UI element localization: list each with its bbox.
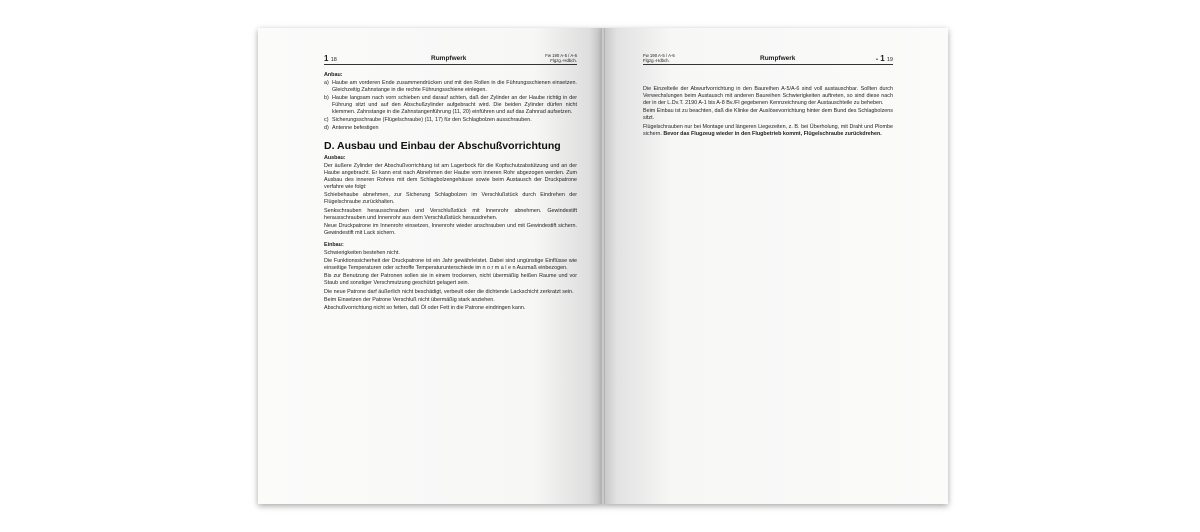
paragraph: Senkschrauben herausschrauben und Verschlußstück mit Innenrohr abnehmen. Gewindestift herausschrauben und Innenrohr aus dem Verschlußstück herausdrehen. xyxy=(324,207,577,221)
paragraph: Der äußere Zylinder der Abschußvorrichtung ist am Lagerbock für die Kopfschutzabstützung und an der Haube angebracht. Er kann erst nach Abnehmen der Haube vom inneren Rohr abgezogen werden. Zum Ausbau des inneren Rohres mit dem Schlagbolzengehäuse sowie beim Austausch der Druckpatrone verfahre wie folgt: xyxy=(324,163,577,190)
list-item: a) Haube am vorderen Ende zusammendrücken und mit den Rollen in die Führungsschienen einsetzen. Gleichzeitig Zahnstange in die rechte Führungsschiene einlegen. xyxy=(324,79,577,93)
section-d-title: D. Ausbau und Einbau der Abschußvorrichtung xyxy=(324,140,561,153)
list-item: c) Sicherungsschraube (Flügelschraube) (11, 17) für den Schlagbolzen ausschrauben. xyxy=(324,117,532,124)
book-spine xyxy=(601,28,605,504)
einbau-heading: Einbau: xyxy=(324,241,344,248)
bold-warning: Bevor das Flugzeug wieder in den Flugbetrieb kommt, Flügelschraube zurückdrehen. xyxy=(663,130,882,137)
paragraph: Beim Einbau ist zu beachten, daß die Klinke der Auslösevorrichtung hinter dem Bund des Schlagbolzens sitzt. xyxy=(643,108,893,122)
open-manual xyxy=(258,28,948,504)
left-page-body xyxy=(324,72,577,314)
left-page-header xyxy=(324,50,577,65)
right-page-number: • 1 19 xyxy=(876,54,893,63)
left-header-note: Fw 190 A-5 / A-6 Flgzg.-Hdbch. xyxy=(545,53,577,63)
paragraph: Die Funktionssicherheit der Druckpatrone ist ein Jahr gewährleistet. Dabei sind ungünstige Einflüsse wie einseitige Temperaturen oder schroffe Temperaturunterschiede im n o r m a l e n Ausmaß einbezogen. xyxy=(324,258,577,272)
paragraph: Schwierigkeiten bestehen nicht. xyxy=(324,249,400,256)
paragraph: Schiebehaube abnehmen, zur Sicherung Schlagbolzen im Verschlußstück durch Eindrehen der Flügelschraube zurückhalten. xyxy=(324,192,577,206)
paragraph: Abschußvorrichtung nicht so fetten, daß Öl oder Fett in die Patrone eindringen kann. xyxy=(324,305,526,312)
paragraph: Bis zur Benutzung der Patronen sollen sie in einem trockenen, nicht übermäßig heißen Raume und vor Staub und sonstiger Verschmutzung geschützt gelagert sein. xyxy=(324,273,577,287)
right-header-note: Fw 190 A-5 / A-6 Flgzg.-Hdbch. xyxy=(643,53,675,63)
ausbau-heading: Ausbau: xyxy=(324,155,346,162)
paragraph: Die Einzelteile der Abwurfvorrichtung in den Baureihen A-5/A-6 sind voll austauschbar. Sollten durch Verwechslungen beim Austausch mit anderen Baureihen Schwierigkeiten auftreten, so sind diese nach der in der L.Dv.T. 2190 A-1 bis A-8 Bv./Fl gegebenen Kennzeichnung der Austauschteile zu beheben. xyxy=(643,86,893,106)
list-item: d) Antenne befestigen xyxy=(324,125,379,132)
right-page-header xyxy=(643,50,893,65)
paragraph: Neue Druckpatrone im Innenrohr einsetzen, Innenrohr wieder anschrauben und mit Gewindestift sichern. Gewindestift mit Lack sichern. xyxy=(324,222,577,236)
right-page xyxy=(603,28,948,504)
paragraph: Die neue Patrone darf äußerlich nicht beschädigt, verbeult oder die dichtende Lackschicht zerkratzt sein. xyxy=(324,288,574,295)
list-item: b) Haube langsam nach vorn schieben und darauf achten, daß der Zylinder an der Haube richtig in der Führung sitzt und auf den Abschußzylinder aufgebracht wird. Die beiden Zylinder dürfen nicht klemmen. Zahnstange in die Zahnstangenführung (11, 20) einführen und auf das Zahnrad aufsetzen. xyxy=(324,95,577,115)
paragraph: Flügelschrauben nur bei Montage und längeren Liegezeiten, z. B. bei Überholung, mit Draht und Plombe sichern. Bevor das Flugzeug wieder in den Flugbetrieb kommt, Flügelschraube zurückdrehen. xyxy=(643,123,893,137)
left-page xyxy=(258,28,603,504)
right-page-body xyxy=(643,86,893,139)
paragraph: Beim Einsetzen der Patrone Verschluß nicht übermäßig stark anziehen. xyxy=(324,297,495,304)
left-page-number: 1 18 xyxy=(324,54,337,63)
left-running-title: Rumpfwerk xyxy=(431,55,467,62)
right-running-title: Rumpfwerk xyxy=(760,55,796,62)
anbau-heading: Anbau: xyxy=(324,72,343,78)
